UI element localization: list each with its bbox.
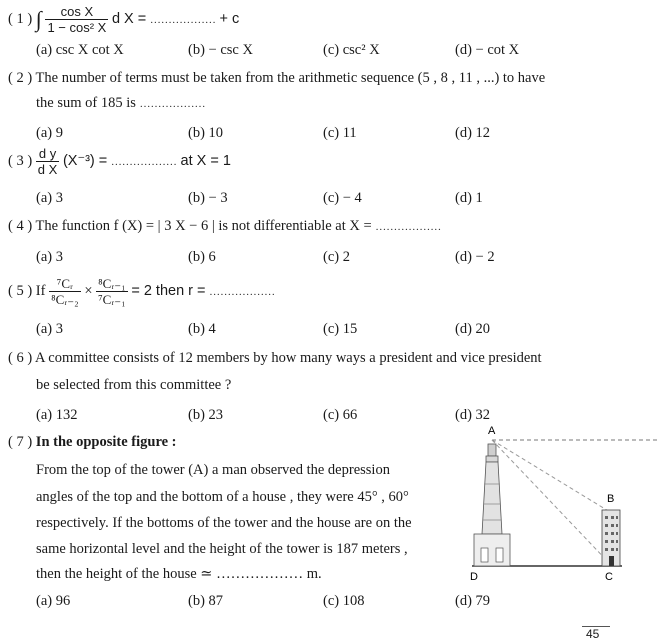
option-a[interactable]: (a) 3	[36, 321, 63, 337]
fraction-numerator: cos X	[45, 4, 108, 20]
fraction-denominator: 1 − cos² X	[47, 20, 107, 35]
question-7-line-4: same horizontal level and the height of the tower is 187 meters ,	[36, 541, 408, 557]
option-b[interactable]: (b) − 3	[188, 190, 228, 206]
question-2-options	[36, 125, 636, 143]
question-2	[8, 70, 545, 87]
option-c[interactable]: (c) − 4	[323, 190, 362, 206]
question-text: the sum of 185 is	[36, 95, 136, 111]
question-7-line-5: then the height of the house ≃ ……………… m.	[36, 566, 322, 582]
question-7-line-2: angles of the top and the bottom of a house , they were 45° , 60°	[36, 489, 409, 505]
fraction-numerator: ⁸Cᵣ₋₁	[98, 276, 126, 291]
constant-term: + c	[219, 10, 240, 27]
answer-blank: ………………	[375, 221, 442, 233]
question-number: ( 6 )	[8, 350, 33, 366]
fraction-numerator: d y	[36, 146, 60, 162]
question-number: ( 5 )	[8, 282, 33, 299]
option-c[interactable]: (c) 66	[323, 407, 358, 423]
equation-tail: = 2 then r =	[131, 282, 206, 299]
question-6-line-2	[36, 377, 231, 394]
question-5	[8, 276, 275, 307]
option-c[interactable]: (c) 11	[323, 125, 357, 141]
option-b[interactable]: (b) 23	[188, 407, 224, 423]
question-7	[8, 434, 177, 451]
question-7-line-3: respectively. If the bottoms of the tower and the house are on the	[36, 515, 412, 531]
option-a[interactable]: (a) 3	[36, 190, 63, 206]
question-number: ( 1 )	[8, 10, 33, 27]
times-sign: ×	[84, 282, 93, 299]
option-c[interactable]: (c) 2	[323, 249, 350, 265]
option-c[interactable]: (c) 15	[323, 321, 358, 337]
label-a: A	[488, 425, 496, 437]
derivative-fraction	[36, 146, 60, 177]
integral-tail: d X =	[111, 10, 147, 27]
question-3	[8, 146, 231, 177]
question-3-options	[36, 190, 636, 208]
question-4-options	[36, 249, 636, 267]
option-b[interactable]: (b) 87	[188, 593, 224, 609]
fraction-denominator: ⁷Cᵣ₋₁	[98, 292, 126, 307]
answer-blank: ………………	[149, 13, 216, 26]
evaluation-point: at X = 1	[180, 152, 231, 169]
derivative-expression: (X⁻³) =	[62, 152, 108, 169]
question-number: ( 2 )	[8, 70, 33, 86]
fraction-numerator: ⁷Cᵣ	[49, 276, 81, 292]
question-heading: In the opposite figure :	[35, 434, 177, 450]
fraction-denominator: ⁸Cᵣ₋₂	[51, 292, 79, 307]
house	[602, 510, 620, 566]
label-d: D	[470, 571, 478, 583]
option-b[interactable]: (b) 10	[188, 125, 224, 141]
option-c[interactable]: (c) 108	[323, 593, 365, 609]
fraction-denominator: d X	[37, 162, 58, 177]
answer-blank: ………………	[110, 155, 177, 168]
integrand-fraction	[45, 4, 108, 35]
question-text: The function f (X) = | 3 X − 6 | is not differentiable at X =	[35, 218, 372, 234]
option-d[interactable]: (d) − 2	[455, 249, 495, 265]
question-7-options	[36, 593, 636, 611]
tower-house-figure	[462, 424, 658, 584]
label-b: B	[607, 493, 615, 505]
option-d[interactable]: (d) 32	[455, 407, 491, 423]
question-1	[8, 4, 239, 35]
option-a[interactable]: (a) 3	[36, 249, 63, 265]
option-a[interactable]: (a) csc X cot X	[36, 42, 124, 58]
combination-fraction-1	[49, 276, 81, 307]
if-word: If	[35, 282, 46, 299]
question-6-options	[36, 407, 636, 425]
page-number: 45	[586, 627, 600, 641]
question-text: The number of terms must be taken from the arithmetic sequence (5 , 8 , 11 , ...) to have	[35, 70, 546, 86]
question-text: be selected from this committee ?	[36, 377, 232, 393]
combination-fraction-2	[96, 276, 128, 307]
label-c: C	[605, 571, 613, 583]
question-7-line-1: From the top of the tower (A) a man observed the depression	[36, 462, 390, 478]
question-1-options	[36, 42, 636, 60]
option-c[interactable]: (c) csc² X	[323, 42, 380, 58]
question-5-options	[36, 321, 636, 339]
tower	[474, 444, 510, 566]
option-d[interactable]: (d) − cot X	[455, 42, 520, 58]
option-b[interactable]: (b) 4	[188, 321, 216, 337]
option-b[interactable]: (b) − csc X	[188, 42, 253, 58]
answer-blank: ………………	[139, 98, 206, 110]
option-d[interactable]: (d) 79	[455, 593, 491, 609]
option-d[interactable]: (d) 12	[455, 125, 491, 141]
option-b[interactable]: (b) 6	[188, 249, 216, 265]
question-6	[8, 350, 542, 367]
question-2-line-2	[36, 95, 206, 112]
question-number: ( 3 )	[8, 152, 33, 169]
integral-sign: ∫	[35, 6, 42, 32]
option-a[interactable]: (a) 96	[36, 593, 71, 609]
option-d[interactable]: (d) 20	[455, 321, 491, 337]
sight-line-to-house-top	[492, 440, 610, 512]
option-a[interactable]: (a) 9	[36, 125, 63, 141]
question-number: ( 4 )	[8, 218, 33, 234]
option-d[interactable]: (d) 1	[455, 190, 483, 206]
question-number: ( 7 )	[8, 434, 33, 450]
question-text: A committee consists of 12 members by how many ways a president and vice president	[35, 350, 542, 366]
option-a[interactable]: (a) 132	[36, 407, 78, 423]
answer-blank: ………………	[209, 285, 276, 298]
question-4	[8, 218, 441, 235]
